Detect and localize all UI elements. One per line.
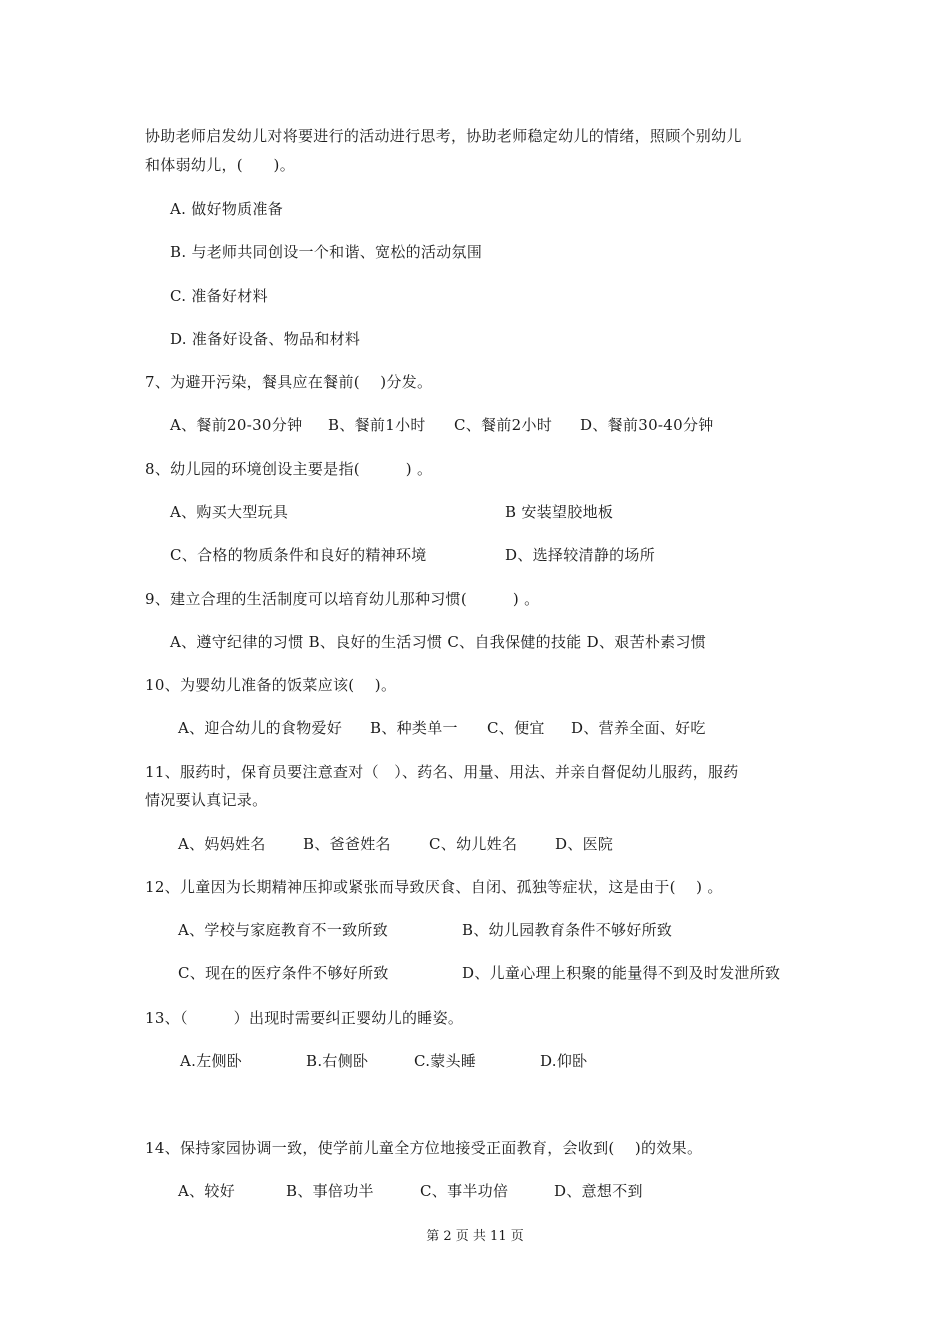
q14-option-a: A、较好 [178, 1182, 236, 1200]
q9-stem: 9、建立合理的生活制度可以培育幼儿那种习惯( ) 。 [145, 590, 540, 608]
q14-stem: 14、保持家园协调一致，使学前儿童全方位地接受正面教育，会收到( )的效果。 [145, 1139, 703, 1157]
q11-stem-line1: 11、服药时，保育员要注意查对（ ）、药名、用量、用法、并亲自督促幼儿服药，服药 [145, 763, 739, 781]
q7-option-d: D、餐前30-40分钟 [580, 416, 714, 434]
q14-option-c: C、事半功倍 [420, 1182, 509, 1200]
q12-stem: 12、儿童因为长期精神压抑或紧张而导致厌食、自闭、孤独等症状，这是由于( ) 。 [145, 878, 723, 896]
q6-option-c: C. 准备好材料 [170, 287, 268, 305]
q7-option-a: A、餐前20-30分钟 [170, 416, 303, 434]
q13-stem: 13、（ ）出现时需要纠正婴幼儿的睡姿。 [145, 1009, 464, 1027]
q10-option-b: B、种类单一 [370, 719, 458, 737]
q8-stem: 8、幼儿园的环境创设主要是指( ) 。 [145, 460, 433, 478]
q8-option-b: B 安装望胶地板 [505, 503, 614, 521]
q7-option-c: C、餐前2小时 [454, 416, 553, 434]
q11-option-b: B、爸爸姓名 [303, 835, 391, 853]
q6-option-a: A. 做好物质准备 [170, 200, 284, 218]
q14-option-d: D、意想不到 [554, 1182, 643, 1200]
q11-option-a: A、妈妈姓名 [178, 835, 266, 853]
q7-stem: 7、为避开污染，餐具应在餐前( )分发。 [145, 373, 433, 391]
q8-option-a: A、购买大型玩具 [170, 503, 289, 521]
q13-option-a: A.左侧卧 [180, 1052, 243, 1070]
q6-option-d: D. 准备好设备、物品和材料 [170, 330, 361, 348]
q14-option-b: B、事倍功半 [286, 1182, 374, 1200]
q7-option-b: B、餐前1小时 [328, 416, 426, 434]
page-number-footer: 第 2 页 共 11 页 [426, 1229, 524, 1244]
q12-option-a: A、学校与家庭教育不一致所致 [178, 921, 389, 939]
q10-stem: 10、为婴幼儿准备的饭菜应该( )。 [145, 676, 397, 694]
q13-option-c: C.蒙头睡 [414, 1052, 477, 1070]
q10-option-d: D、营养全面、好吃 [571, 719, 706, 737]
q10-option-a: A、迎合幼儿的食物爱好 [178, 719, 343, 737]
q11-option-c: C、幼儿姓名 [429, 835, 518, 853]
q12-option-c: C、现在的医疗条件不够好所致 [178, 964, 389, 982]
q6-option-b: B. 与老师共同创设一个和谐、宽松的活动氛围 [170, 243, 483, 261]
q10-option-c: C、便宜 [487, 719, 545, 737]
q8-option-d: D、选择较清静的场所 [505, 546, 656, 564]
q6-stem-line2: 和体弱幼儿，( )。 [145, 156, 296, 174]
q6-stem-line1: 协助老师启发幼儿对将要进行的活动进行思考，协助老师稳定幼儿的情绪，照顾个别幼儿 [145, 127, 742, 145]
q13-option-b: B.右侧卧 [306, 1052, 369, 1070]
q11-stem-line2: 情况要认真记录。 [145, 791, 268, 809]
q8-option-c: C、合格的物质条件和良好的精神环境 [170, 546, 427, 564]
q12-option-d: D、儿童心理上积聚的能量得不到及时发泄所致 [462, 964, 781, 982]
q11-option-d: D、医院 [555, 835, 614, 853]
q13-option-d: D.仰卧 [540, 1052, 588, 1070]
q9-options: A、遵守纪律的习惯 B、良好的生活习惯 C、自我保健的技能 D、艰苦朴素习惯 [170, 633, 707, 651]
q12-option-b: B、幼儿园教育条件不够好所致 [462, 921, 673, 939]
